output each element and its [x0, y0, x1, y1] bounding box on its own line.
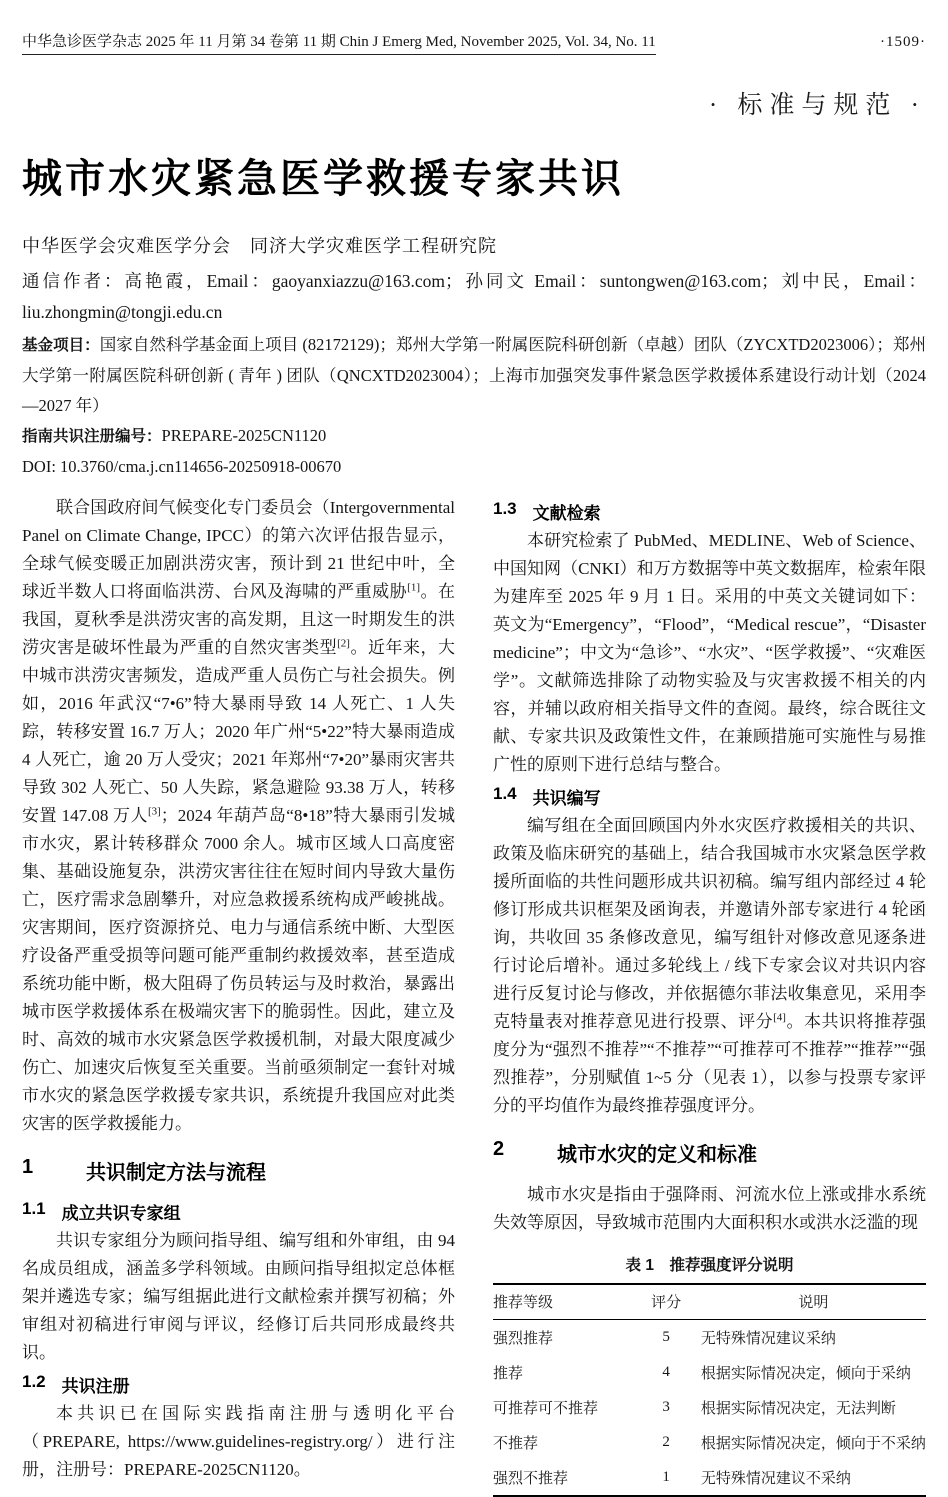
table1-recommendation-scores: [493, 1283, 926, 1497]
table-row: [493, 1460, 926, 1496]
section-title: 城市水灾的定义和标准: [557, 1144, 757, 1166]
table1-header-row: [493, 1284, 926, 1320]
running-head: [22, 30, 926, 55]
table-cell: 强烈推荐: [493, 1331, 554, 1347]
table-cell: 根据实际情况决定，倾向于采纳: [700, 1366, 911, 1382]
section-title: 共识注册: [61, 1377, 130, 1396]
table-cell: 根据实际情况决定，无法判断: [700, 1401, 896, 1417]
section-number: 1.1: [22, 1199, 46, 1218]
table-cell: 3: [662, 1399, 670, 1415]
table-cell: 1: [662, 1469, 670, 1485]
section-1-2-heading: [22, 1372, 455, 1397]
section-1-1-heading: [22, 1199, 455, 1224]
table1-header-grade: 推荐等级: [493, 1284, 632, 1320]
reference-superscript: [2]: [337, 637, 350, 650]
funding-line: [22, 330, 926, 421]
correspondence-line: 通信作者：高艳霞，Email：gaoyanxiazzu@163.com；孙同文 Email：suntongwen@163.com；刘中民，Email：liu.zhongmin@tongji.edu.cn: [22, 271, 926, 322]
funding-label: 基金项目：: [22, 337, 100, 354]
section-1-4-heading: [493, 784, 926, 809]
reference-superscript: [1]: [407, 581, 420, 594]
table1-caption: 表 1 推荐强度评分说明: [625, 1257, 794, 1274]
section-1-heading: [22, 1156, 455, 1185]
section-2-paragraph: 城市水灾是指由于强降雨、河流水位上涨或排水系统失效等原因，导致城市范围内大面积积水或洪水泛滥的现: [493, 1185, 926, 1232]
author-affiliation: 中华医学会灾难医学分会 同济大学灾难医学工程研究院: [22, 236, 497, 256]
table-cell: 无特殊情况建议不采纳: [700, 1471, 851, 1487]
section-title: 成立共识专家组: [61, 1204, 181, 1223]
table-cell: 可推荐可不推荐: [493, 1401, 599, 1417]
table1-header-score: 评分: [632, 1284, 701, 1320]
table1-header-description: 说明: [701, 1284, 926, 1320]
section-number: 1.2: [22, 1372, 46, 1391]
section-1-4-paragraph: 编写组在全面回顾国内外水灾医疗救援相关的共识、政策及临床研究的基础上，结合我国城市水灾紧急医学救援所面临的共性问题形成共识初稿。编写组内部经过 4 轮修订形成共识框架及函询表，并邀请外部专家进行 4 轮函询，共收回 35 条修改意见，编写组针对修改意见逐条进行讨论后增补。通过多轮线上 / 线下专家会议对共识内容进行反复讨论与修改，并依据德尔菲法收集意见，采用李克特量表对推荐意见进行投票、评分[4]。本共识将推荐强度分为“强烈不推荐”“不推荐”“可推荐可不推荐”“推荐”“强烈推荐”，分别赋值 1~5 分（见表 1），以参与投票专家评分的平均值作为最终推荐强度评分。: [493, 816, 927, 1115]
registration-label: 指南共识注册编号：: [22, 428, 162, 445]
doi-line: DOI: 10.3760/cma.j.cn114656-20250918-00670: [22, 457, 342, 476]
section-number: 1: [22, 1156, 34, 1178]
registration-line: [22, 421, 926, 452]
reference-superscript: [4]: [773, 1011, 786, 1024]
section-number: 1.4: [493, 784, 517, 803]
section-1-1-paragraph: 共识专家组分为顾问指导组、编写组和外审组，由 94 名成员组成，涵盖多学科领域。由顾问指导组拟定总体框架并遴选专家；编写组据此进行文献检索并撰写初稿；外审组对初稿进行审阅与评议，经修订后共同形成最终共识。: [22, 1231, 455, 1362]
article-meta: [22, 330, 926, 482]
table-row: [493, 1320, 926, 1356]
table-row: [493, 1355, 926, 1390]
section-title: 文献检索: [532, 504, 601, 523]
table-cell: 根据实际情况决定，倾向于不采纳: [700, 1436, 926, 1452]
column-section-label: · 标准与规范 ·: [708, 92, 926, 119]
table-cell: 不推荐: [493, 1436, 539, 1452]
table-cell: 强烈不推荐: [493, 1471, 569, 1487]
table-cell: 无特殊情况建议采纳: [700, 1331, 836, 1347]
article-title: 城市水灾紧急医学救援专家共识: [22, 156, 624, 201]
table-row: [493, 1425, 926, 1460]
journal-info: 中华急诊医学杂志 2025 年 11 月第 34 卷第 11 期 Chin J Emerg Med, November 2025, Vol. 34, No. 11: [22, 30, 656, 55]
table-row: [493, 1390, 926, 1425]
section-number: 1.3: [493, 499, 517, 518]
section-1-3-heading: [493, 499, 926, 524]
section-2-heading: [493, 1138, 926, 1167]
table-cell: 4: [662, 1364, 670, 1380]
funding-text: 国家自然科学基金面上项目 (82172129)；郑州大学第一附属医院科研创新（卓越）团队（ZYCXTD2023006）；郑州大学第一附属医院科研创新 ( 青年 ) 团队（QNCXTD2023004）；上海市加强突发事件紧急医学救援体系建设行动计划（2024—2027 年）: [22, 335, 926, 415]
two-column-body: [22, 494, 926, 1497]
intro-paragraph: 联合国政府间气候变化专门委员会（Intergovernmental Panel on Climate Change, IPCC）的第六次评估报告显示，全球气候变暖正加剧洪涝灾害，预计到 21 世纪中叶，全球近半数人口将面临洪涝、台风及海啸的严重威胁[1]。在我国，夏秋季是洪涝灾害的高发期，且这一时期发生的洪涝灾害是破坏性最为严重的自然灾害类型[2]。近年来，大中城市洪涝灾害频发，造成严重人员伤亡与社会损失。例如，2016 年武汉“7•6”特大暴雨导致 14 人死亡、1 人失踪，转移安置 16.7 万人；2020 年广州“5•22”特大暴雨造成 4 人死亡，逾 20 万人受灾；2021 年郑州“7•20”暴雨灾害共导致 302 人死亡、50 人失踪，紧急避险 93.38 万人，转移安置 147.08 万人[3]；2024 年葫芦岛“8•18”特大暴雨引发城市水灾，累计转移群众 7000 余人。城市区域人口高度密集、基础设施复杂，洪涝灾害往往在短时间内导致大量伤亡，医疗需求急剧攀升，对应急救援系统构成严峻挑战。灾害期间，医疗资源挤兑、电力与通信系统中断、大型医疗设备严重受损等问题可能严重制约救援效率，甚至造成系统功能中断，极大阻碍了伤员转运与及时救治，暴露出城市医学救援体系在极端灾害下的脆弱性。因此，建立及时、高效的城市水灾紧急医学救援机制，对最大限度减少伤亡、加速灾后恢复至关重要。当前亟须制定一套针对城市水灾的紧急医学救援专家共识，系统提升我国应对此类灾害的医学救援能力。: [22, 498, 456, 1133]
table-cell: 推荐: [493, 1366, 524, 1382]
table-cell: 5: [662, 1329, 670, 1345]
section-1-2-paragraph: 本共识已在国际实践指南注册与透明化平台（PREPARE, https://www.guidelines-registry.org/）进行注册，注册号：PREPARE-2025CN1120。: [22, 1404, 455, 1479]
reference-superscript: [3]: [147, 805, 161, 818]
table1-body: [493, 1320, 926, 1497]
right-column: [493, 494, 926, 1497]
left-column: [22, 494, 455, 1497]
section-title: 共识制定方法与流程: [86, 1162, 266, 1184]
section-title: 共识编写: [532, 789, 601, 808]
section-1-3-paragraph: 本研究检索了 PubMed、MEDLINE、Web of Science、中国知网（CNKI）和万方数据等中英文数据库，检索年限为建库至 2025 年 9 月 1 日。采用的中英文关键词如下：英文为“Emergency”，“Flood”，“Medical rescue”，“Disaster medicine”；中文为“急诊”、“水灾”、“医学救援”、“灾难医学”。文献筛选排除了动物实验及与灾害救援不相关的内容，并辅以政府相关指导文件的查阅。最终，综合既往文献、专家共识及政策性文件，在兼顾措施可实施性与易推广性的原则下进行总结与整合。: [493, 531, 926, 774]
section-number: 2: [493, 1138, 505, 1160]
registration-number: PREPARE-2025CN1120: [161, 426, 327, 445]
page-number: ·1509·: [880, 34, 926, 50]
table-cell: 2: [662, 1434, 670, 1450]
